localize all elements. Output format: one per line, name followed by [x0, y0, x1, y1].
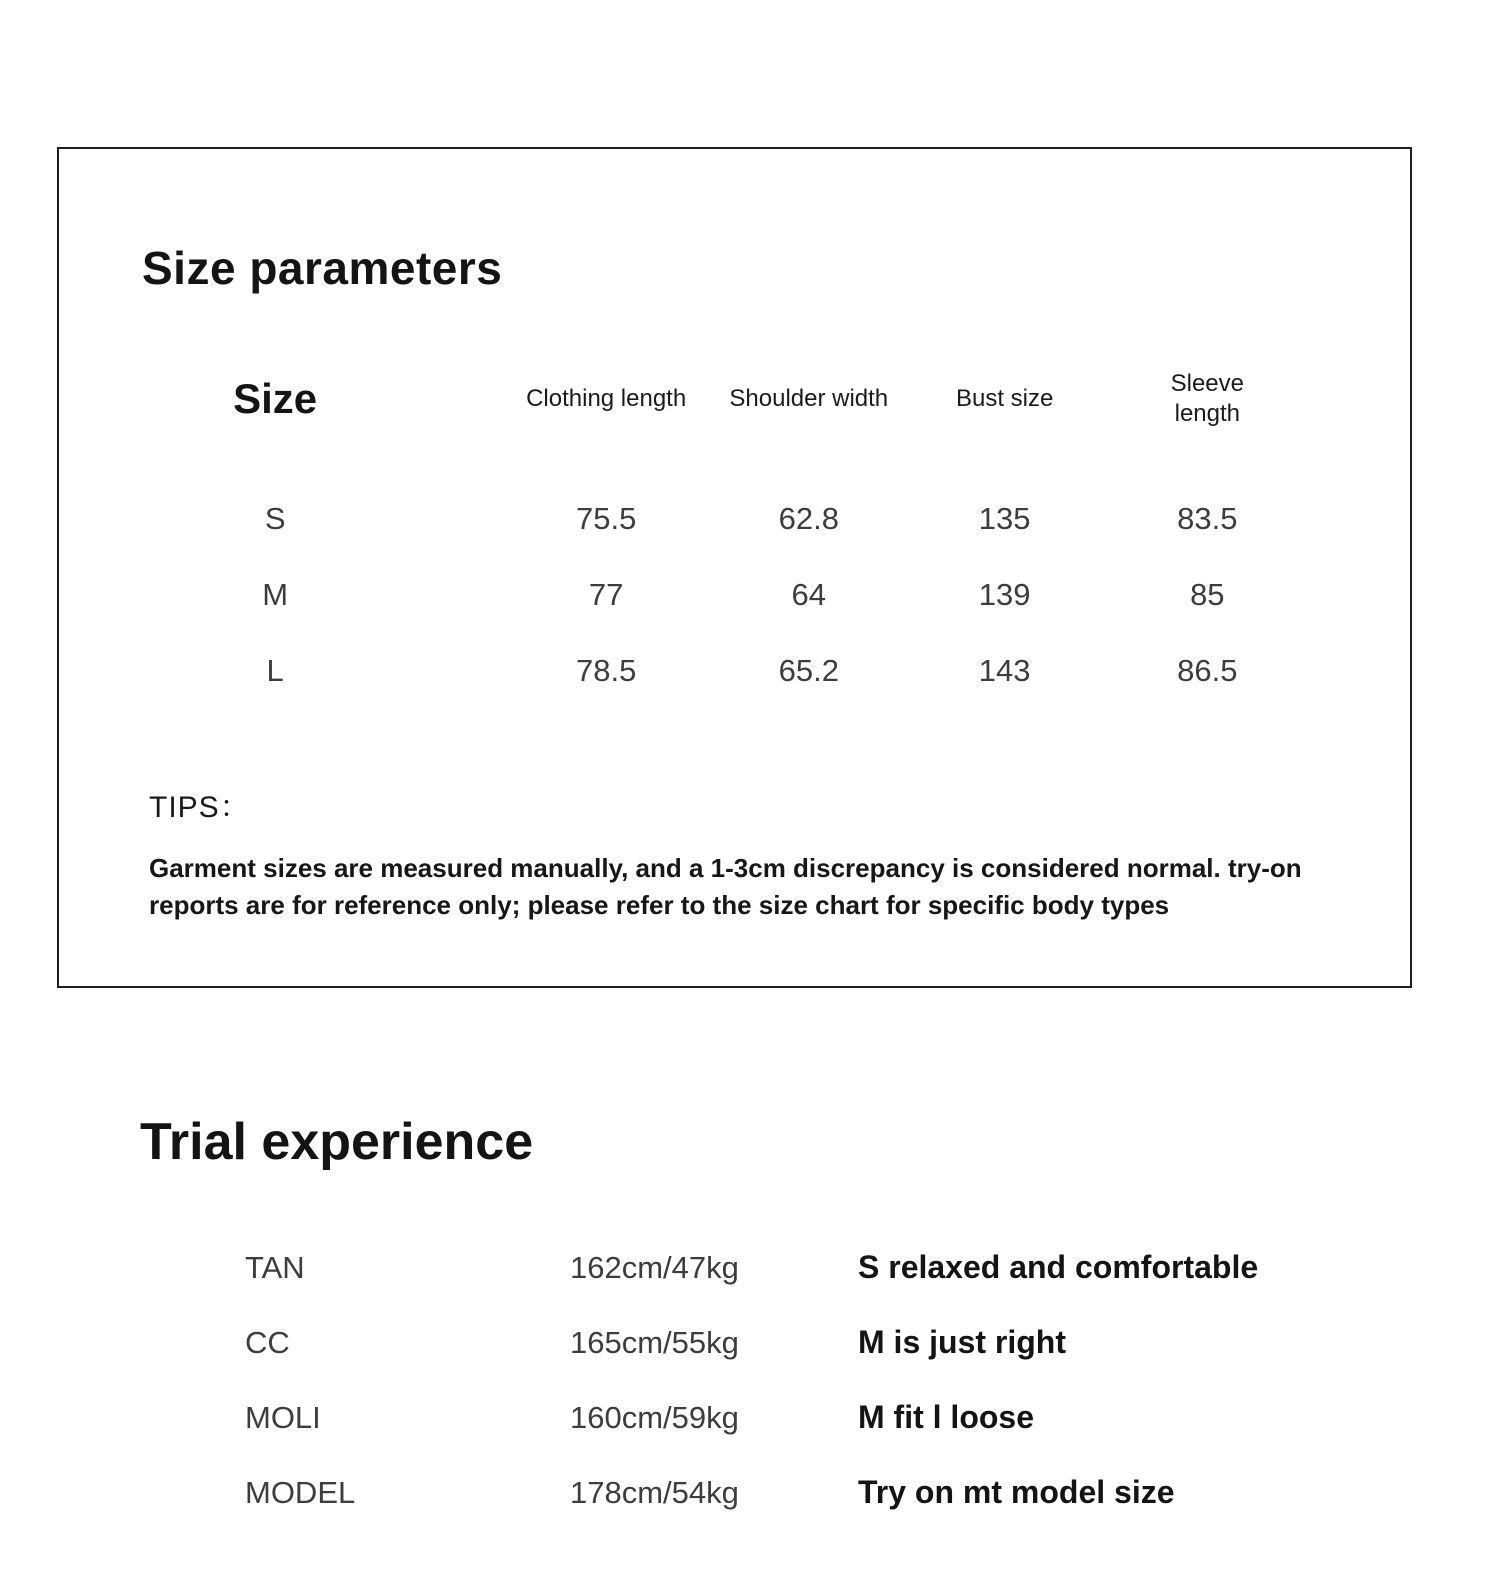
shoulder-width-value: 62.8 [778, 501, 839, 536]
size-label: L [266, 653, 284, 688]
tester-stats: 160cm/59kg [570, 1399, 739, 1435]
bust-size-value: 143 [978, 653, 1031, 688]
trial-row-model [245, 1455, 1425, 1530]
shoulder-width-header: Shoulder width [729, 385, 889, 412]
shoulder-width-value: 65.2 [778, 653, 839, 688]
size-label: S [264, 501, 286, 536]
size-table [59, 339, 1410, 709]
tips-heading: TIPS： [149, 791, 251, 824]
tester-name: MODEL [245, 1474, 356, 1510]
trial-row-tan [245, 1230, 1425, 1305]
tester-name: MOLI [245, 1399, 321, 1435]
size-parameters-title: Size parameters [142, 242, 503, 294]
size-column-header: Size [233, 375, 318, 422]
trial-experience-list [245, 1230, 1425, 1530]
tester-stats: 165cm/55kg [570, 1324, 739, 1360]
tester-name: CC [245, 1324, 290, 1360]
clothing-length-value: 77 [588, 577, 624, 612]
clothing-length-value: 78.5 [575, 653, 637, 688]
sleeve-length-value: 86.5 [1177, 653, 1238, 688]
bust-size-value: 135 [978, 501, 1031, 536]
bust-size-value: 139 [978, 577, 1031, 612]
trial-experience-title: Trial experience [140, 1113, 534, 1171]
tester-name: TAN [245, 1249, 305, 1285]
tester-comment: M fit l loose [858, 1399, 1034, 1435]
tester-stats: 162cm/47kg [570, 1249, 739, 1285]
bust-size-header: Bust size [955, 385, 1054, 412]
tips-section [149, 782, 1339, 924]
sleeve-length-value: 85 [1190, 577, 1225, 612]
clothing-length-value: 75.5 [575, 501, 637, 536]
tester-comment: M is just right [858, 1324, 1066, 1360]
trial-row-cc [245, 1305, 1425, 1380]
trial-row-moli [245, 1380, 1425, 1455]
tester-comment: Try on mt model size [858, 1474, 1175, 1510]
table-row-size-s [59, 481, 1410, 557]
sleeve-length-header: Sleeve length [1170, 370, 1244, 427]
tester-comment: S relaxed and comfortable [858, 1249, 1259, 1285]
clothing-length-header: Clothing length [526, 385, 687, 412]
size-table-header-row [59, 339, 1410, 459]
table-row-size-l [59, 633, 1410, 709]
size-label: M [262, 577, 289, 612]
table-row-size-m [59, 557, 1410, 633]
tips-body: Garment sizes are measured manually, and a 1-3cm discrepancy is considered normal. try-on reports are for reference only; please refer to the size chart for specific body types [149, 853, 1302, 920]
size-parameters-panel [57, 147, 1412, 988]
tester-stats: 178cm/54kg [570, 1474, 739, 1510]
sleeve-length-value: 83.5 [1177, 501, 1238, 536]
shoulder-width-value: 64 [791, 577, 827, 612]
